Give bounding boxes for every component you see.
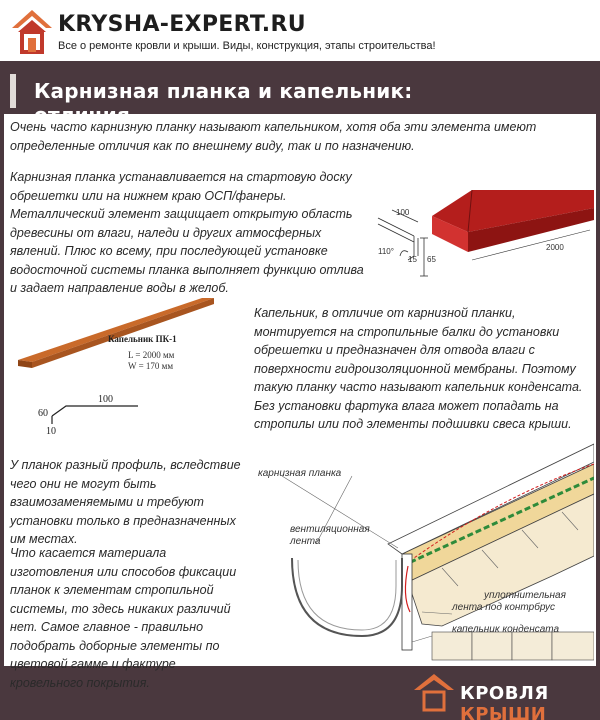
- label-seal-tape-2: лента под контрбрус: [452, 602, 556, 613]
- page-title: Карнизная планка и капельник:: [34, 79, 413, 103]
- brand-part-2: КРЫШИ: [460, 704, 547, 720]
- brand-name[interactable]: [460, 683, 600, 720]
- intro-paragraph: Очень часто карнизную планку называют капельником, хотя оба эти элемента имеют определенные отличия как по внешнему виду, так и по назначению.: [10, 120, 537, 153]
- site-tagline: Все о ремонте кровли и крыши. Виды, конструкция, этапы строительства!: [58, 40, 436, 52]
- eave-plank-paragraph: Карнизная планка устанавливается на стартовую доску обрешетки или на нижнем краю ОСП/фанеры. Металлический элемент защищает открытую область древесины от влаги, наледи и других атмосферных явлений. Плюс ко всему, при последующей установке водосточной системы планка выполняет функцию отлива и задает направление воды в желоб.: [10, 170, 364, 295]
- drip-dim-60: 60: [38, 408, 48, 419]
- footer: [0, 666, 600, 720]
- material-paragraph: Что касается материала изготовления или способов фиксации планок к элементам стропильной системы, то здесь никаких различий нет. Самое главное - правильно подобрать доборные элементы по цветовой гамме и фактуре кровельного покрытия.: [10, 546, 237, 690]
- site-name[interactable]: KRYSHA-EXPERT.RU: [58, 12, 306, 37]
- drip-model: Капельник ПК-1: [108, 334, 177, 344]
- label-vent-tape-1: вентиляционная: [290, 524, 370, 535]
- profile-paragraph: У планок разный профиль, вследствие чего они не могут быть взаимозаменяемыми и требуют установки только в предназначенных им местах.: [10, 458, 241, 546]
- eave-plank-figure: [368, 180, 594, 306]
- house-brand-icon: [412, 672, 456, 712]
- drip-dim-100: 100: [98, 394, 113, 405]
- dim-2000: 2000: [546, 243, 564, 252]
- dim-15: 15: [408, 255, 417, 264]
- drip-width: W = 170 мм: [128, 361, 174, 371]
- dim-110: 110°: [378, 247, 394, 256]
- brand-part-1: КРОВЛЯ: [460, 683, 549, 704]
- title-banner: [10, 74, 488, 108]
- drip-edge-paragraph: Капельник, в отличие от карнизной планки, монтируется на стропильные балки до установки обрешетки и предназначен для отвода влаги с поверхности гидроизоляционной мембраны. Поэтому такую планку часто называют капельник конденсата. Без установки фартука влага может попадать на стропилы или под элементы подшивки свеса крыши.: [254, 306, 583, 431]
- drip-dim-10: 10: [46, 426, 56, 437]
- dim-100: 100: [396, 208, 410, 217]
- label-drip-condensate: капельник конденсата: [452, 624, 560, 635]
- site-header: [0, 0, 600, 64]
- label-seal-tape-1: уплотнительная: [484, 590, 566, 601]
- house-logo-icon[interactable]: [10, 8, 54, 56]
- label-eave-plank: карнизная планка: [258, 468, 342, 479]
- drip-length: L = 2000 мм: [128, 350, 175, 360]
- eave-section-figure: [252, 436, 594, 662]
- dim-65: 65: [427, 255, 436, 264]
- drip-edge-figure: [12, 298, 244, 438]
- content-card: [4, 114, 596, 690]
- label-vent-tape-2: лента: [290, 536, 321, 547]
